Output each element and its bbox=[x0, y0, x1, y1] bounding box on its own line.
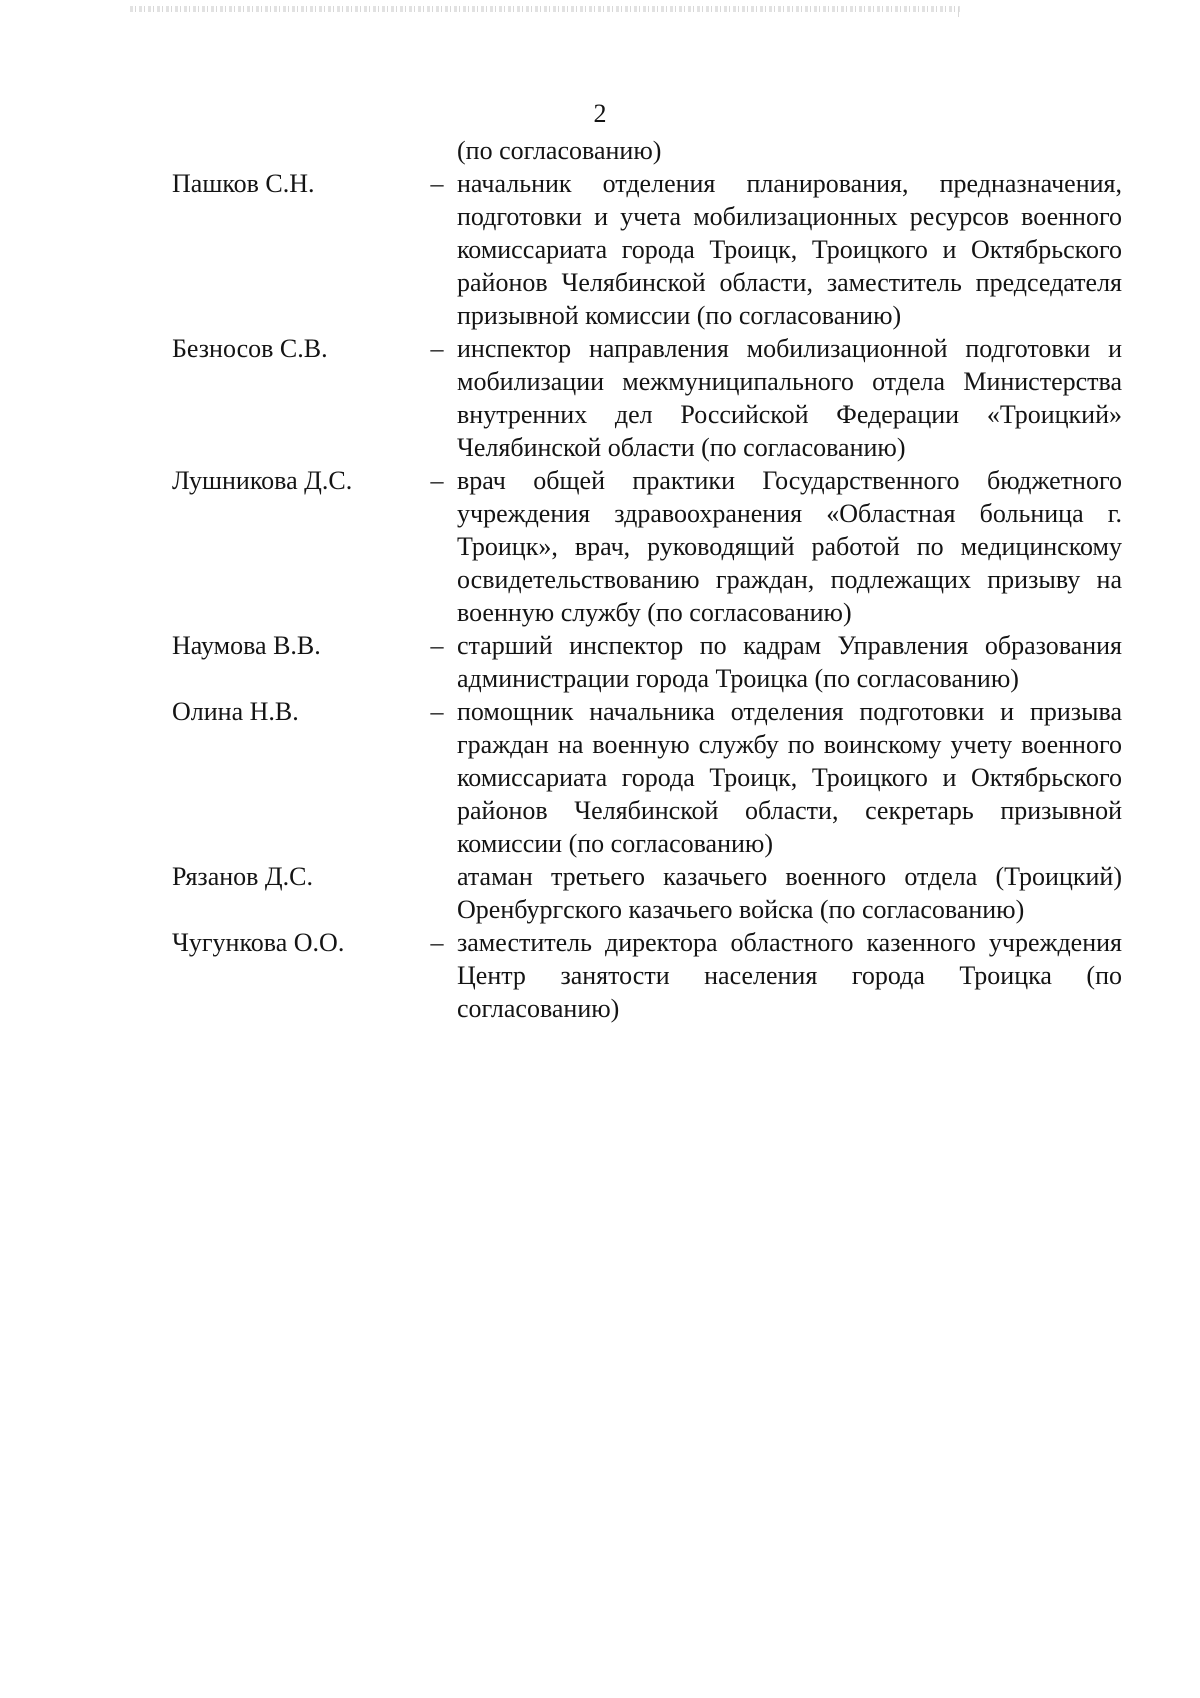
continuation-text: (по согласованию) bbox=[457, 136, 662, 165]
page-number: 2 bbox=[593, 99, 607, 128]
member-name: Чугункова О.О. bbox=[172, 928, 345, 957]
scan-artifact-top bbox=[130, 6, 960, 12]
member-dash: – bbox=[430, 169, 444, 198]
member-role: инспектор направления мобилизационной подготовки и мобилизации межмуниципального отдела Министерства внутренних дел Российской Федерации «Троицкий» Челябинской области (по согласованию) bbox=[457, 334, 1122, 462]
member-dash: – bbox=[430, 928, 444, 957]
member-role: атаман третьего казачьего военного отдела (Троицкий) Оренбургского казачьего войска (по согласованию) bbox=[457, 862, 1122, 924]
member-name: Пашков С.Н. bbox=[172, 169, 315, 198]
member-dash: – bbox=[430, 697, 444, 726]
member-name: Олина Н.В. bbox=[172, 697, 299, 726]
member-row-olina bbox=[172, 695, 1122, 860]
member-row-beznosov bbox=[172, 332, 1122, 464]
member-name: Рязанов Д.С. bbox=[172, 862, 314, 891]
member-row-naumova bbox=[172, 629, 1122, 695]
members-list bbox=[172, 167, 1122, 1025]
member-name: Безносов С.В. bbox=[172, 334, 328, 363]
member-role: врач общей практики Государственного бюджетного учреждения здравоохранения «Областная больница г. Троицк», врач, руководящий работой по медицинскому освидетельствованию граждан, подлежащих призыву на военную службу (по согласованию) bbox=[457, 466, 1122, 627]
member-name: Наумова В.В. bbox=[172, 631, 321, 660]
scan-artifact-mark bbox=[958, 7, 959, 17]
member-row-pashkov bbox=[172, 167, 1122, 332]
member-role: помощник начальника отделения подготовки и призыва граждан на военную службу по воинскому учету военного комиссариата города Троицк, Троицкого и Октябрьского районов Челябинской области, секретарь призывной комиссии (по согласованию) bbox=[457, 697, 1122, 858]
member-dash: – bbox=[430, 334, 444, 363]
member-name: Лушникова Д.С. bbox=[172, 466, 353, 495]
member-role: начальник отделения планирования, предназначения, подготовки и учета мобилизационных ресурсов военного комиссариата города Троицк, Троицкого и Октябрьского районов Челябинской области, заместитель председателя призывной комиссии (по согласованию) bbox=[457, 169, 1122, 330]
member-role: старший инспектор по кадрам Управления образования администрации города Троицка (по согласованию) bbox=[457, 631, 1122, 693]
member-dash: – bbox=[430, 631, 444, 660]
member-row-ryazanov bbox=[172, 860, 1122, 926]
member-row-lushnikova bbox=[172, 464, 1122, 629]
member-role: заместитель директора областного казенного учреждения Центр занятости населения города Троицка (по согласованию) bbox=[457, 928, 1122, 1023]
member-row-chugunkova bbox=[172, 926, 1122, 1025]
member-dash: – bbox=[430, 466, 444, 495]
